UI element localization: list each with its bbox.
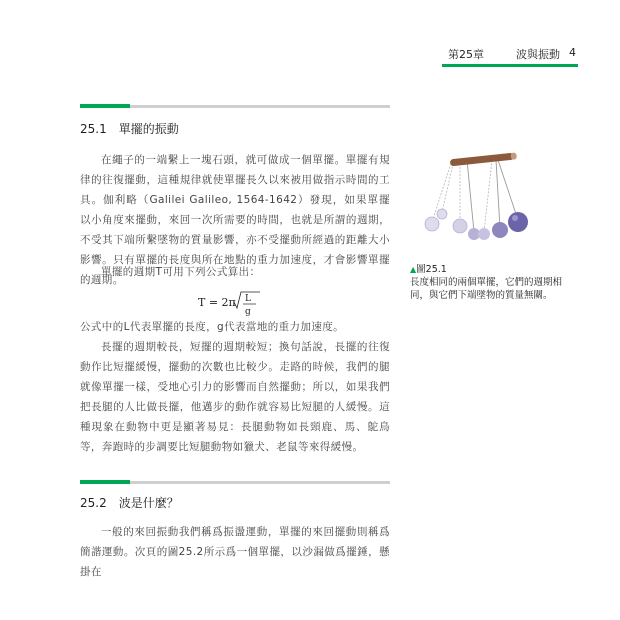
rod-body [450, 153, 514, 167]
section-heading-25-2 [80, 494, 179, 511]
section-heading-25-1 [80, 120, 179, 137]
formula-numerator: L [245, 294, 251, 304]
rod [450, 152, 517, 166]
bob-dark [508, 212, 528, 232]
header-rule [442, 64, 578, 67]
figure-pendulums [412, 150, 562, 254]
string-faded [484, 160, 492, 232]
bob-light [478, 228, 490, 240]
section-bar-rule [130, 105, 390, 108]
paragraph: 一般的來回振動我們稱爲振盪運動，單擺的來回擺動則稱爲簡諧運動。次頁的圖25.2所示爲一個單擺，以沙漏做爲擺錘，懸掛在 [80, 526, 390, 578]
paragraph: 在繩子的一端繫上一塊石頭，就可做成一個單擺。單擺有規律的往復擺動，這種規律就使單擺長久以來被用做指示時間的工具。伽利略（Galilei Galileo, 1564-1642）發現，如果單擺以小角度來擺動，來回一次所需要的時間，也就是所謂的週期，不受其下端所繫墜物的質量影響，亦不受擺動所經過的距離大小影響。只有單擺的長度與所在地點的重力加速度，才會影響單擺的週期。 [80, 154, 390, 286]
bob-faded [425, 217, 439, 231]
caption-text: 長度相同的兩個單擺，它們的週期相同，與它們下端墜物的質量無關。 [410, 277, 563, 301]
string [498, 160, 518, 220]
caption-label: 圖25.1 [416, 264, 447, 275]
section-title: 波是什麼？ [118, 496, 179, 510]
section-bar-accent [80, 104, 130, 108]
chapter-label: 第25章 [448, 48, 484, 61]
formula-lhs: T = 2π [198, 296, 236, 309]
chapter-title: 波與振動 [516, 48, 560, 61]
caption-triangle-icon: ▲ [410, 265, 417, 274]
formula-graphic [198, 286, 278, 320]
bob-medium [492, 222, 508, 238]
paragraph: 長擺的週期較長，短擺的週期較短；換句話說，長擺的往復動作比短擺緩慢，擺動的次數也比較少。走路的時候，我們的腿就像單擺一樣，受地心引力的影響而自然擺動；所以，如果我們把長腿的人比做長擺，他邁步的動作就容易比短腿的人緩慢。這種現象在動物中更是顯著易見：長腿動物如長頸鹿、馬、鴕鳥等，奔跑時的步調要比短腿動物如獵犬、老鼠等來得緩慢。 [80, 341, 390, 453]
string [496, 160, 500, 228]
section-number: 25.2 [80, 496, 107, 510]
section-bar-accent [80, 480, 130, 484]
bob-faded [453, 219, 467, 233]
pendulum-illustration [412, 150, 562, 250]
string-faded [442, 160, 454, 212]
bob-highlight [512, 215, 518, 221]
figure-caption [410, 263, 565, 302]
paragraph: 公式中的L代表單擺的長度，g代表當地的重力加速度。 [80, 321, 345, 333]
paragraph: 單擺的週期T可用下列公式算出： [101, 266, 261, 278]
formula-denominator: g [245, 307, 251, 317]
running-header [448, 46, 578, 62]
section-bar-rule [130, 481, 390, 484]
bob-faded [437, 209, 447, 219]
section-number: 25.1 [80, 122, 107, 136]
section-title: 單擺的振動 [118, 122, 179, 136]
string [467, 160, 474, 232]
page-number: 4 [569, 46, 576, 59]
